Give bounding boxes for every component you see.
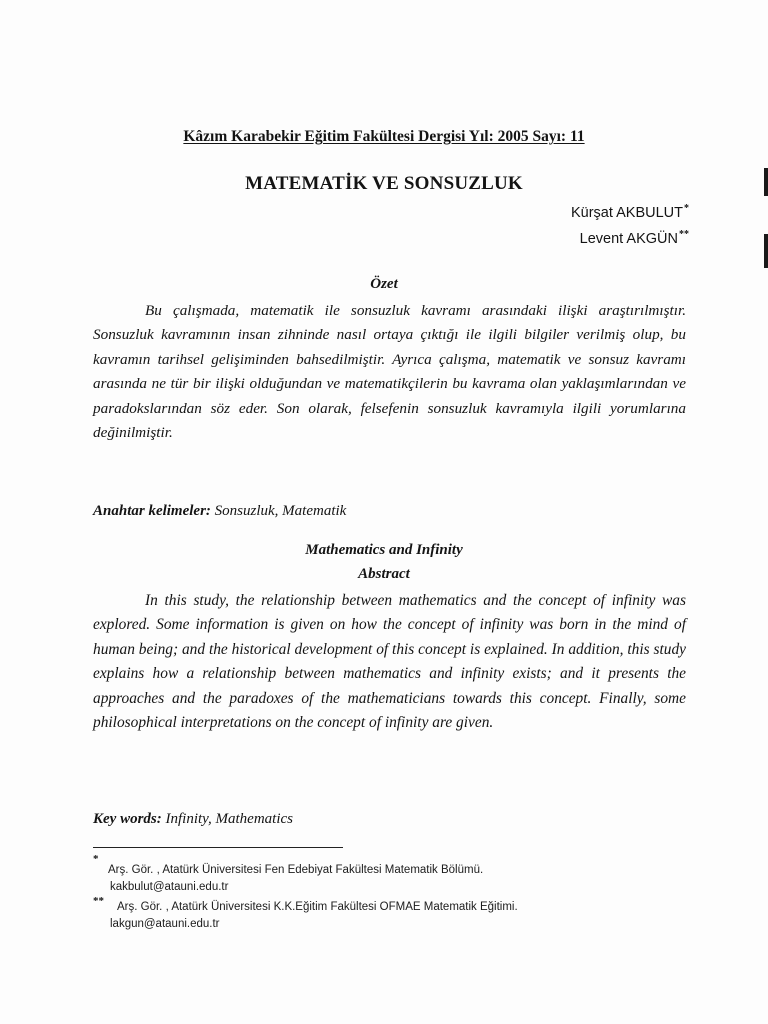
ozet-paragraph: Bu çalışmada, matematik ile sonsuzluk kavramı arasındaki ilişki araştırılmıştır. Sonsuzluk kavramının insan zihninde nasıl ortaya çıktığı ile ilgili bilgiler verilmiş olup, bu kavramın tarihsel gelişiminden bahsedilmiştir. Ayrıca çalışma, matematik ve sonsuz kavramı arasında ne tür bir ilişki olduğundan ve matematikçilerin bu kavrama olan yaklaşımlarından ve paradokslarından söz eder. Son olarak, felsefenin sonsuzluk kavramıyla ilgili yorumlarına değinilmiştir. <box>93 302 686 442</box>
footnote-mark: ** <box>93 895 104 907</box>
keywords-value: Infinity, Mathematics <box>165 811 293 827</box>
author-footnote-mark: ** <box>679 229 689 240</box>
keywords-value: Sonsuzluk, Matematik <box>214 503 347 519</box>
footnote-email: kakbulut@atauni.edu.tr <box>110 881 229 893</box>
author-1 <box>571 203 689 221</box>
journal-header: Kâzım Karabekir Eğitim Fakültesi Dergisi Yıl: 2005 Sayı: 11 <box>183 128 585 145</box>
abstract-paragraph: In this study, the relationship between mathematics and the concept of infinity was explored. Some information is given on how the concept of infinity was born in the mind of human being; and the historical development of this concept is explained. In addition, this study explains how a relationship between mathematics and infinity exists; and it presents the approaches and the paradoxes of the mathematicians towards this concept. Finally, some philosophical interpretations on the concept of infinity are given. <box>93 592 686 732</box>
english-keywords <box>93 811 293 828</box>
author-name: Levent AKGÜN <box>579 231 678 247</box>
author-name: Kürşat AKBULUT <box>570 205 683 221</box>
abstract-heading: Abstract <box>358 566 410 582</box>
ozet-heading: Özet <box>370 276 398 292</box>
turkish-keywords <box>93 503 346 520</box>
keywords-label: Key words: <box>93 811 162 827</box>
footnote-divider <box>93 847 343 848</box>
author-2 <box>580 229 689 247</box>
author-footnote-mark: * <box>684 203 689 214</box>
footnote-email: lakgun@atauni.edu.tr <box>110 918 220 930</box>
footnote-mark: * <box>93 853 99 865</box>
keywords-label: Anahtar kelimeler: <box>93 503 211 519</box>
scan-edge-mark <box>764 234 768 268</box>
english-title: Mathematics and Infinity <box>305 542 463 558</box>
footnote-affiliation: Arş. Gör. , Atatürk Üniversitesi Fen Edebiyat Fakültesi Matematik Bölümü. <box>108 864 484 876</box>
article-title: MATEMATİK VE SONSUZLUK <box>245 173 523 194</box>
footnote-affiliation: Arş. Gör. , Atatürk Üniversitesi K.K.Eğitim Fakültesi OFMAE Matematik Eğitimi. <box>117 901 518 913</box>
